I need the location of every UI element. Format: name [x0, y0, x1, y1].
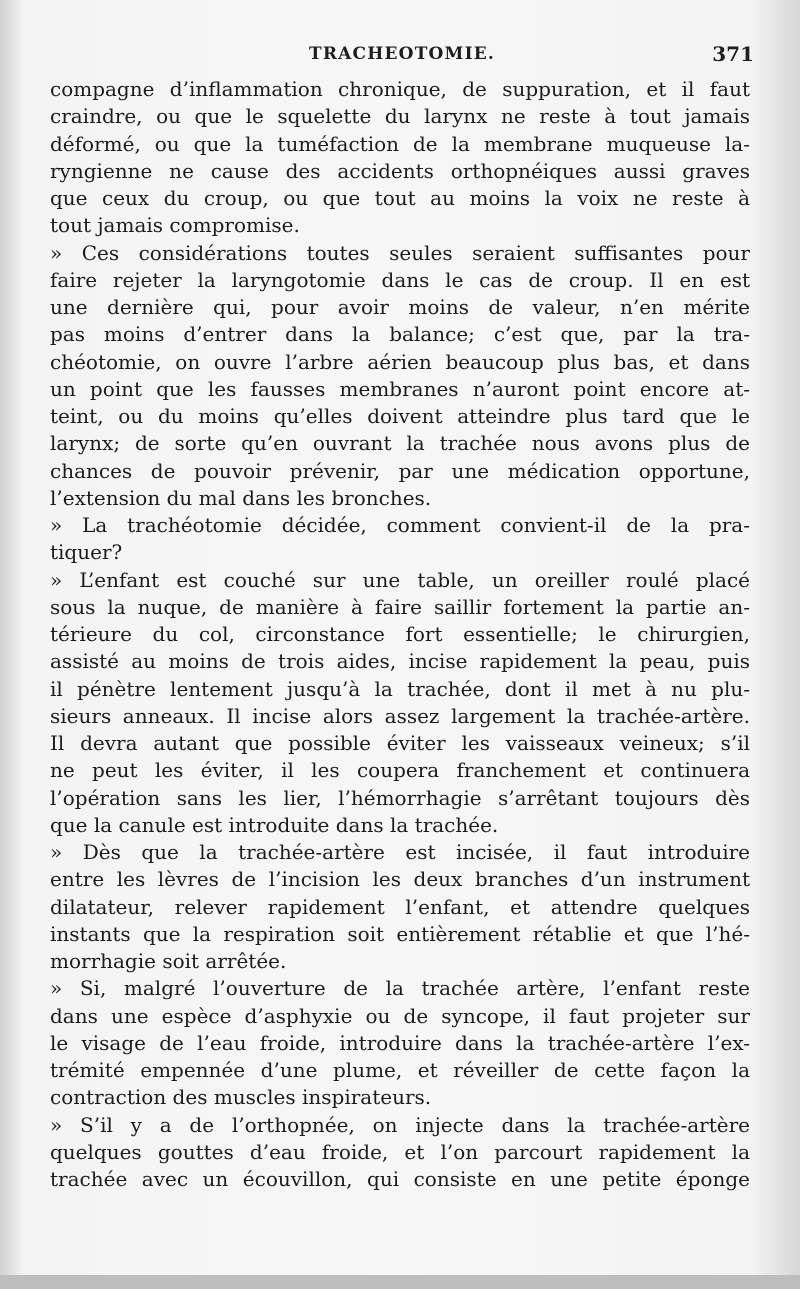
text-line: instants que la respiration soit entièrement rétablie et que l’hé-	[50, 921, 750, 946]
text-line: teint, ou du moins qu’elles doivent atteindre plus tard que le	[50, 404, 750, 428]
text-line: sous la nuque, de manière à faire saillir fortement la partie an-	[50, 594, 750, 619]
text-line: trachée avec un écouvillon, qui consiste en une petite éponge	[50, 1167, 750, 1191]
text-line: » La trachéotomie décidée, comment convient-il de la pra-	[50, 513, 750, 537]
page-number: 371	[712, 42, 754, 66]
running-title: TRACHEOTOMIE.	[308, 44, 496, 64]
text-line: » Ces considérations toutes seules seraient suffisantes pour	[50, 240, 750, 265]
text-line: larynx; de sorte qu’en ouvrant la trachée nous avons plus de	[50, 431, 750, 456]
text-line: chéotomie, on ouvre l’arbre aérien beaucoup plus bas, et dans	[50, 349, 750, 374]
text-line: trémité empennée d’une plume, et réveiller de cette façon la	[50, 1058, 750, 1082]
text-line: craindre, ou que le squelette du larynx ne reste à tout jamais	[50, 104, 750, 129]
text-line: que la canule est introduite dans la trachée.	[50, 812, 499, 837]
text-line: dans une espèce d’asphyxie ou de syncope, il faut projeter sur	[50, 1003, 750, 1028]
text-line: tout jamais compromise.	[50, 213, 300, 238]
text-line: » Si, malgré l’ouverture de la trachée artère, l’enfant reste	[50, 976, 750, 1001]
text-line: faire rejeter la laryngotomie dans le cas de croup. Il en est	[50, 267, 750, 292]
text-line: l’extension du mal dans les bronches.	[50, 485, 432, 510]
text-line: que ceux du croup, ou que tout au moins la voix ne reste à	[50, 186, 750, 210]
text-line: térieure du col, circonstance fort essentielle; le chirurgien,	[50, 622, 750, 646]
text-line: ryngienne ne cause des accidents orthopnéiques aussi graves	[50, 158, 750, 183]
text-line: chances de pouvoir prévenir, par une médication opportune,	[50, 458, 750, 483]
text-line: l’opération sans les lier, l’hémorrhagie s’arrêtant toujours dès	[50, 785, 750, 810]
text-line: une dernière qui, pour avoir moins de valeur, n’en mérite	[50, 295, 750, 319]
text-line: Il devra autant que possible éviter les vaisseaux veineux; s’il	[50, 731, 750, 755]
text-line: compagne d’inflammation chronique, de suppuration, et il faut	[50, 77, 750, 101]
text-line: le visage de l’eau froide, introduire dans la trachée-artère l’ex-	[50, 1030, 750, 1055]
page-header	[50, 40, 754, 70]
body-text	[50, 76, 750, 1193]
text-line: pas moins d’entrer dans la balance; c’est que, par la tra-	[50, 322, 750, 347]
text-line: entre les lèvres de l’incision les deux branches d’un instrument	[50, 867, 750, 892]
text-line: » L’enfant est couché sur une table, un oreiller roulé placé	[50, 567, 750, 592]
text-line: quelques gouttes d’eau froide, et l’on parcourt rapidement la	[50, 1139, 750, 1164]
text-line: assisté au moins de trois aides, incise rapidement la peau, puis	[50, 649, 750, 674]
text-line: déformé, ou que la tuméfaction de la membrane muqueuse la-	[50, 131, 750, 156]
text-line: sieurs anneaux. Il incise alors assez largement la trachée-artère.	[50, 703, 750, 728]
text-line: tiquer?	[50, 540, 123, 565]
text-line: dilatateur, relever rapidement l’enfant, et attendre quelques	[50, 894, 750, 919]
text-line: » Dès que la trachée-artère est incisée, il faut introduire	[50, 840, 750, 864]
text-line: un point que les fausses membranes n’auront point encore at-	[50, 376, 750, 401]
text-line: » S’il y a de l’orthopnée, on injecte dans la trachée-artère	[50, 1112, 750, 1137]
text-line: ne peut les éviter, il les coupera franchement et continuera	[50, 758, 750, 783]
text-line: contraction des muscles inspirateurs.	[50, 1085, 432, 1110]
text-line: il pénètre lentement jusqu’à la trachée, dont il met à nu plu-	[50, 676, 750, 701]
text-line: morrhagie soit arrêtée.	[50, 949, 287, 973]
